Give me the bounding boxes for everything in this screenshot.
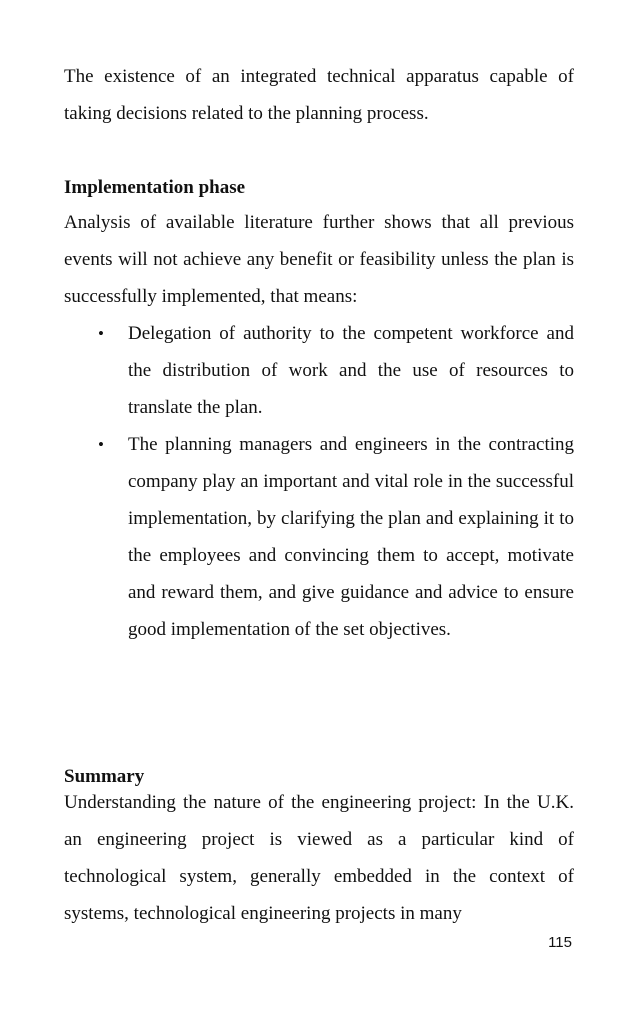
implementation-paragraph: Analysis of available literature further shows that all previous events will not achieve any benefit or feasibility unless the plan is successfully implemented, that means:	[64, 212, 574, 307]
bullet-icon: •	[98, 324, 104, 343]
list-item-text: Delegation of authority to the competent workforce and the distribution of work and the use of resources to translate the plan.	[128, 323, 574, 418]
implementation-bullet-list	[64, 315, 574, 648]
intro-paragraph: The existence of an integrated technical apparatus capable of taking decisions related to the planning process.	[64, 66, 574, 124]
list-item-text: The planning managers and engineers in the contracting company play an important and vital role in the successful implementation, by clarifying the plan and explaining it to the employees and convincing them to accept, motivate and reward them, and give guidance and advice to ensure good implementation of the set objectives.	[128, 434, 574, 640]
bullet-icon: •	[98, 435, 104, 454]
summary-paragraph: Understanding the nature of the engineering project: In the U.K. an engineering project is viewed as a particular kind of technological system, generally embedded in the context of systems, technological engineering projects in many	[64, 792, 574, 924]
list-item	[64, 426, 574, 648]
implementation-heading: Implementation phase	[64, 177, 246, 198]
summary-heading: Summary	[64, 766, 145, 787]
list-item	[64, 315, 574, 426]
page-number: 115	[548, 934, 572, 951]
